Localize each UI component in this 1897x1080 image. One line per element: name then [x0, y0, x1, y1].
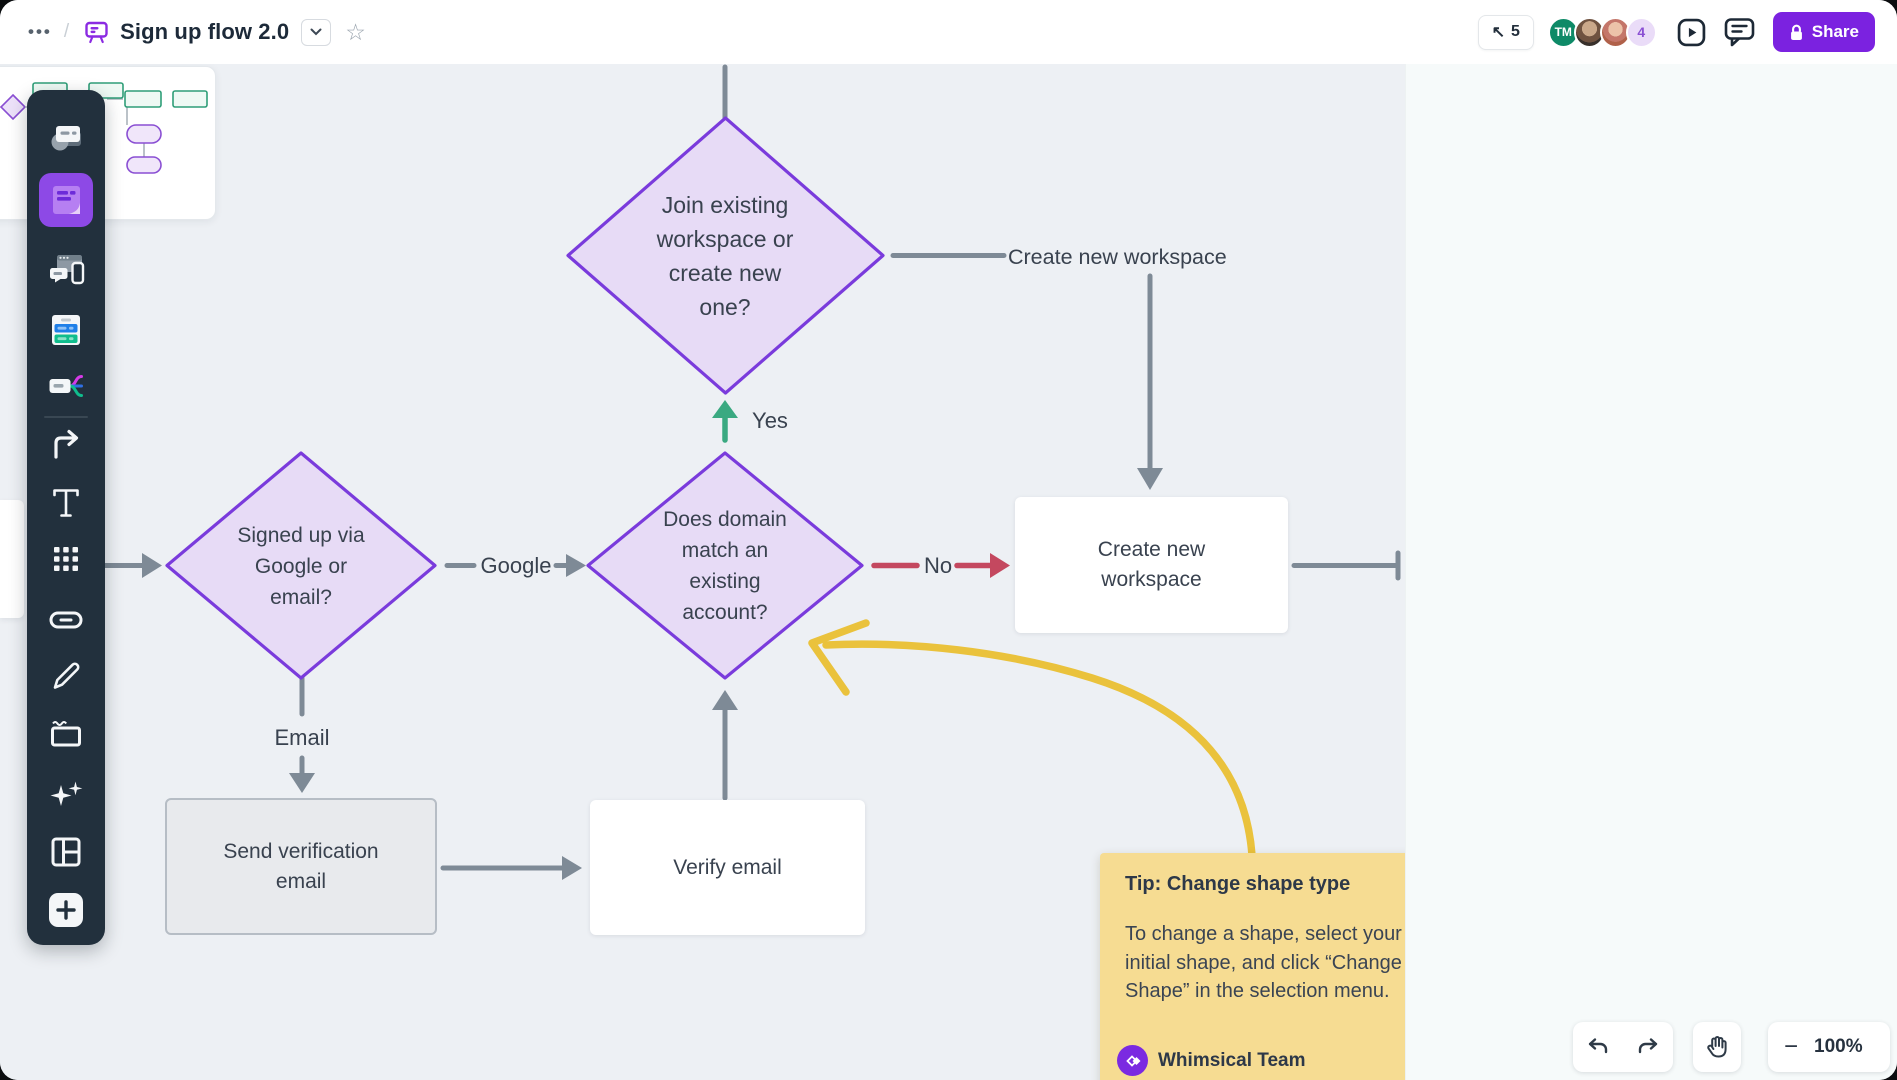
- shapes-icon: [48, 119, 84, 155]
- present-button[interactable]: [1677, 18, 1706, 47]
- top-bar: [0, 0, 1897, 64]
- node-join-existing-workspace[interactable]: Join existing workspace or create new one?: [656, 192, 794, 320]
- toolbar-divider: [44, 416, 88, 418]
- selected-tool-highlight: [39, 173, 93, 227]
- tool-link[interactable]: [47, 602, 85, 638]
- pan-tool: [1693, 1022, 1741, 1072]
- arrow-connector-icon: [48, 427, 84, 463]
- sticky-note-author: Whimsical Team: [1158, 1049, 1306, 1071]
- dots-grid-icon: [49, 542, 83, 576]
- breadcrumb-separator: /: [63, 21, 70, 42]
- node-label: Send verification: [223, 839, 379, 863]
- favorite-star-button[interactable]: ☆: [345, 18, 366, 45]
- board-type-icon: [83, 19, 110, 45]
- node-does-domain-match[interactable]: Does domain match an existing account?: [663, 508, 787, 624]
- title-dropdown-button[interactable]: [301, 19, 331, 46]
- tool-wireframes[interactable]: [47, 251, 85, 287]
- whimsical-logo-icon: [1117, 1045, 1148, 1076]
- tools-sidebar: [27, 90, 105, 945]
- comments-button[interactable]: [1724, 17, 1755, 47]
- zoom-level[interactable]: 100%: [1814, 1036, 1863, 1057]
- board-title[interactable]: Sign up flow 2.0: [120, 19, 290, 44]
- chevron-down-icon: [310, 28, 322, 36]
- cursor-arrow-icon: ↖: [1491, 24, 1505, 41]
- edge-label-create-new-workspace[interactable]: Create new workspace: [1008, 244, 1227, 269]
- sparkles-icon: [48, 778, 84, 812]
- frame-icon: [48, 716, 84, 752]
- board-canvas[interactable]: [0, 64, 1405, 1080]
- node-create-new-workspace[interactable]: [1015, 497, 1288, 633]
- plus-icon: [48, 892, 84, 928]
- share-button[interactable]: Share: [1773, 12, 1875, 52]
- layout-icon: [48, 834, 84, 870]
- tool-icon-grid[interactable]: [49, 542, 83, 576]
- tool-add[interactable]: [48, 892, 84, 928]
- tool-text[interactable]: [48, 485, 84, 521]
- node-send-verification-email[interactable]: [165, 798, 437, 935]
- node-signed-up-via[interactable]: Signed up via Google or email?: [237, 523, 365, 609]
- sticky-note-icon: [48, 182, 84, 218]
- cursor-count: 5: [1511, 23, 1520, 40]
- flow-connector-icon: [48, 368, 85, 404]
- live-cursors-button[interactable]: [1478, 15, 1534, 50]
- tool-arrow[interactable]: [48, 427, 84, 463]
- zoom-out-button[interactable]: −: [1783, 1033, 1798, 1060]
- comment-bubble-icon: [1724, 17, 1755, 47]
- avatar-overflow-count[interactable]: 4: [1626, 17, 1657, 48]
- undo-icon: [1586, 1036, 1610, 1058]
- hand-tool-button[interactable]: [1693, 1022, 1741, 1072]
- tool-sticky-note[interactable]: [39, 173, 93, 227]
- tool-connectors[interactable]: [48, 368, 85, 404]
- zoom-controls: [1768, 1022, 1890, 1072]
- undo-button[interactable]: [1573, 1022, 1623, 1072]
- node-label: Verify email: [673, 855, 782, 879]
- edge-label-email[interactable]: Email: [274, 725, 330, 750]
- board-outside-area: [1405, 64, 1897, 1080]
- avatar[interactable]: TM: [1548, 17, 1579, 48]
- collaborator-avatars: [1548, 17, 1657, 48]
- pencil-icon: [48, 658, 84, 694]
- edge-label-no[interactable]: No: [923, 553, 953, 578]
- node-label: email: [275, 869, 327, 893]
- history-controls: [1573, 1022, 1673, 1072]
- sticky-note-body: To change a shape, select your initial shape, and click “Change Shape” in the selection menu.: [1125, 923, 1402, 1002]
- wireframe-devices-icon: [47, 251, 85, 287]
- cards-icon: [48, 312, 84, 348]
- overflow-menu-button[interactable]: •••: [28, 22, 52, 41]
- tool-cards[interactable]: [48, 312, 84, 348]
- edge-label-google[interactable]: Google: [480, 553, 552, 578]
- tool-frame[interactable]: [48, 716, 84, 752]
- node-verify-email[interactable]: [590, 800, 865, 935]
- redo-icon: [1636, 1036, 1660, 1058]
- text-icon: [48, 485, 84, 521]
- node-label: Create new: [1097, 538, 1206, 561]
- play-icon: [1677, 18, 1706, 47]
- tool-templates[interactable]: [48, 834, 84, 870]
- node-label: workspace: [1101, 568, 1202, 591]
- redo-button[interactable]: [1623, 1022, 1673, 1072]
- sticky-note-title: Tip: Change shape type: [1125, 873, 1351, 895]
- tool-shapes[interactable]: [48, 119, 84, 155]
- sticky-note-tip[interactable]: [1100, 853, 1405, 1080]
- tool-ai-sparkles[interactable]: [48, 778, 84, 812]
- lock-icon: [1789, 24, 1804, 41]
- hand-icon: [1704, 1034, 1730, 1060]
- link-icon: [47, 602, 85, 638]
- edge-label-yes[interactable]: Yes: [752, 408, 788, 433]
- tool-draw[interactable]: [48, 658, 84, 694]
